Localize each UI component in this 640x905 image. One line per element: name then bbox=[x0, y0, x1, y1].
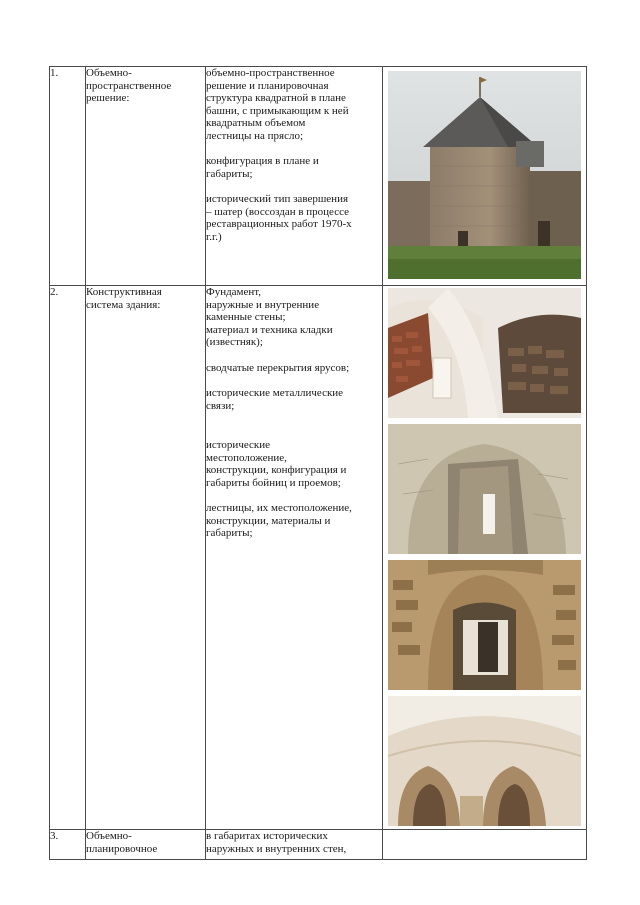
element-description bbox=[206, 286, 383, 830]
description-paragraph: исторический тип завершения – шатер (воссоздан в процессе реставрационных работ 1970-х г.г.) bbox=[206, 193, 352, 243]
description-paragraph: Фундамент, наружные и внутренние каменные стены; материал и техника кладки (известняк); bbox=[206, 286, 333, 348]
description-paragraph: лестницы, их местоположение, конструкции, материалы и габариты; bbox=[206, 502, 352, 539]
photo-arched-passage bbox=[388, 560, 581, 690]
element-name bbox=[86, 830, 206, 860]
row-number: 2. bbox=[50, 286, 86, 830]
row-number: 1. bbox=[50, 67, 86, 286]
element-name-text: Конструктивная система здания: bbox=[86, 286, 162, 311]
description-paragraph: исторические местоположение, конструкции, конфигурация и габариты бойниц и проемов; bbox=[206, 439, 347, 489]
photo-loophole-niche bbox=[388, 424, 581, 554]
photo-cell bbox=[383, 286, 587, 830]
photo-vault-loopholes bbox=[388, 696, 581, 826]
description-paragraph: объемно-пространственное решение и планировочная структура квадратной в плане башни, с примыкающим к ней квадратным объемом лестницы на прясло; bbox=[206, 67, 349, 142]
photo-stone-tower bbox=[388, 71, 581, 279]
row-number: 3. bbox=[50, 830, 86, 860]
element-name bbox=[86, 67, 206, 286]
table-row bbox=[50, 830, 587, 860]
element-description bbox=[206, 67, 383, 286]
description-paragraph: конфигурация в плане и габариты; bbox=[206, 155, 319, 180]
element-name-text: Объемно- планировочное bbox=[86, 830, 158, 855]
photo-cell bbox=[383, 67, 587, 286]
description-paragraph: исторические металлические связи; bbox=[206, 387, 344, 412]
table-row bbox=[50, 67, 587, 286]
description-paragraph: в габаритах исторических наружных и внутренних стен, bbox=[206, 830, 347, 855]
photo-vaults-interior bbox=[388, 288, 581, 418]
table-row bbox=[50, 286, 587, 830]
description-paragraph: сводчатые перекрытия ярусов; bbox=[206, 361, 350, 374]
element-name-text: Объемно- пространственное решение: bbox=[86, 67, 172, 104]
photo-cell bbox=[383, 830, 587, 860]
element-description bbox=[206, 830, 383, 860]
heritage-elements-table bbox=[49, 66, 587, 860]
element-name bbox=[86, 286, 206, 830]
